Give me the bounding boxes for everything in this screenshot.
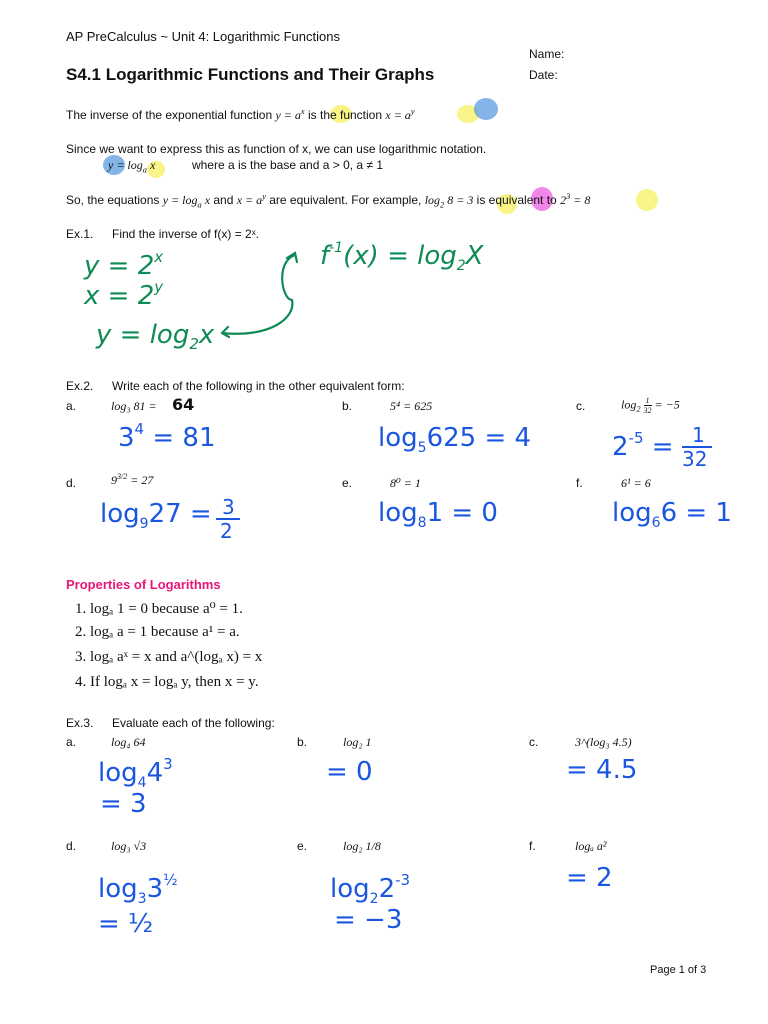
intro-equiv-to: is equivalent to [476,193,557,207]
ex1-prompt: Find the inverse of f(x) = 2ˣ. [112,227,259,241]
property-3: 3. logₐ aˣ = x and a^(logₐ x) = x [75,649,263,665]
ex2-hand-a-strike: 64 [172,395,195,414]
ex1-work-2: $x = 2^y$ [84,278,164,311]
name-label: Name: [529,47,565,61]
ex2-answer-d-num: 3 [222,495,235,519]
ex2-letter-b: b. [342,399,353,413]
ex3-problem-d: log₃ √3 [111,839,147,853]
ex3-work-d-1: $\log_33^{\frac{1}{2}}$ [98,871,178,907]
ex3-work-b: = 0 [326,757,373,787]
ex2-problem-d: $9^{3/2} = 27$ [111,472,154,487]
intro-equiv: are equivalent. For example, [269,193,422,207]
page-number: Page 1 of 3 [650,964,707,976]
intro-text-a: The inverse of the exponential function [66,108,273,122]
ex2-problem-a: log₃ 81 = [111,399,157,413]
intro-line-2: Since we want to express this as function of x, we can use logarithmic notation. [66,142,487,156]
ex3-letter-e: e. [297,839,308,853]
ex3-problem-f: logₐ a² [575,839,607,853]
ex2-letter-c: c. [576,399,586,413]
ex1-work-3: $y = \log_2x$ [96,320,215,353]
property-4: 4. If logₐ x = logₐ y, then x = y. [75,674,259,690]
ex2-letter-e: e. [342,476,353,490]
ex2-prompt: Write each of the following in the other equivalent form: [112,379,405,393]
property-1: 1. logₐ 1 = 0 because a⁰ = 1. [75,601,243,617]
math-log2-8: $\log_2 8 = 3$ [424,193,474,210]
properties-heading: Properties of Logarithms [66,577,221,592]
ex2-letter-f: f. [576,476,583,490]
ex2-problem-d-rhs: = 27 [130,473,154,487]
ex1-answer: $f^{-1}(x) = \log_2X$ [320,240,484,274]
ex3-letter-b: b. [297,735,308,749]
ex2-problem-c: $\log_2$ $\frac{1}{32}$ = −5 [621,396,680,415]
math-y-log: $y = \log_a x$ [108,158,156,175]
ex2-answer-c-den: 32 [682,447,708,471]
ex2-answer-c-left: $2^{-5}$ = [612,429,674,462]
math-y-log-a: $y = \log_a x$ [162,193,211,210]
intro-so: So, the equations [66,193,160,207]
ex3-problem-a: log₄ 64 [111,735,146,749]
ex1-label: Ex.1. [66,227,94,241]
ex2-letter-d: d. [66,476,77,490]
ex3-work-a-2: = 3 [100,789,147,819]
ex2-label: Ex.2. [66,379,94,393]
course-header: AP PreCalculus ~ Unit 4: Logarithmic Functions [66,29,340,44]
ex3-letter-c: c. [529,735,539,749]
ex2-answer-f: $\log_66 = 1$ [612,498,732,531]
ex3-work-f: = 2 [566,863,613,893]
math-x-eq-a-y: $x = a^y$ [385,107,415,122]
ex2-problem-e: 8⁰ = 1 [390,476,421,490]
math-y-eq-a-x: $y = a^x$ [275,107,305,122]
ex1-work-1: $y = 2^x$ [84,248,164,281]
intro-text-b: is the function [307,108,383,122]
ex3-prompt: Evaluate each of the following: [112,716,275,730]
ex2-answer-e: $\log_81 = 0$ [378,498,498,531]
intro-where: where a is the base and a > 0, a ≠ 1 [191,158,384,172]
ex2-problem-b: 5⁴ = 625 [390,399,433,413]
ex2-answer-d-den: 2 [220,519,233,543]
math-2-3: $2^3 = 8$ [560,192,591,207]
ex2-answer-c-num: 1 [692,423,705,447]
ex3-problem-c: 3^(log₃ 4.5) [575,735,632,749]
ex2-answer-a: $3^4 = 81$ [118,420,216,453]
ex3-problem-b: log₂ 1 [343,735,372,749]
ex2-problem-c-rhs: = −5 [654,397,680,412]
ex3-work-c: = 4.5 [566,755,638,785]
ex2-answer-b: $\log_5625 = 4$ [378,423,532,456]
ex3-problem-e: log₂ 1/8 [343,839,381,853]
ex3-letter-f: f. [529,839,536,853]
ex3-work-e-2: = −3 [334,905,403,935]
ex3-letter-d: d. [66,839,77,853]
ex3-letter-a: a. [66,735,77,749]
ex2-problem-f: 6¹ = 6 [621,476,651,490]
ex2-answer-d: $\log_927$ = [100,499,212,532]
ex3-label: Ex.3. [66,716,94,730]
ex2-letter-a: a. [66,399,77,413]
ex3-work-d-2: = ½ [98,909,154,939]
intro-and: and [213,193,234,207]
ex3-work-a-1: $\log_44^3$ [98,755,173,791]
property-2: 2. logₐ a = 1 because a¹ = a. [75,624,240,640]
date-label: Date: [529,68,558,82]
math-x-a-y: $x = a^y$ [236,192,266,207]
ex3-work-e-1: $\log_22^{-3}$ [330,871,411,907]
page-title: S4.1 Logarithmic Functions and Their Graphs [66,65,435,84]
